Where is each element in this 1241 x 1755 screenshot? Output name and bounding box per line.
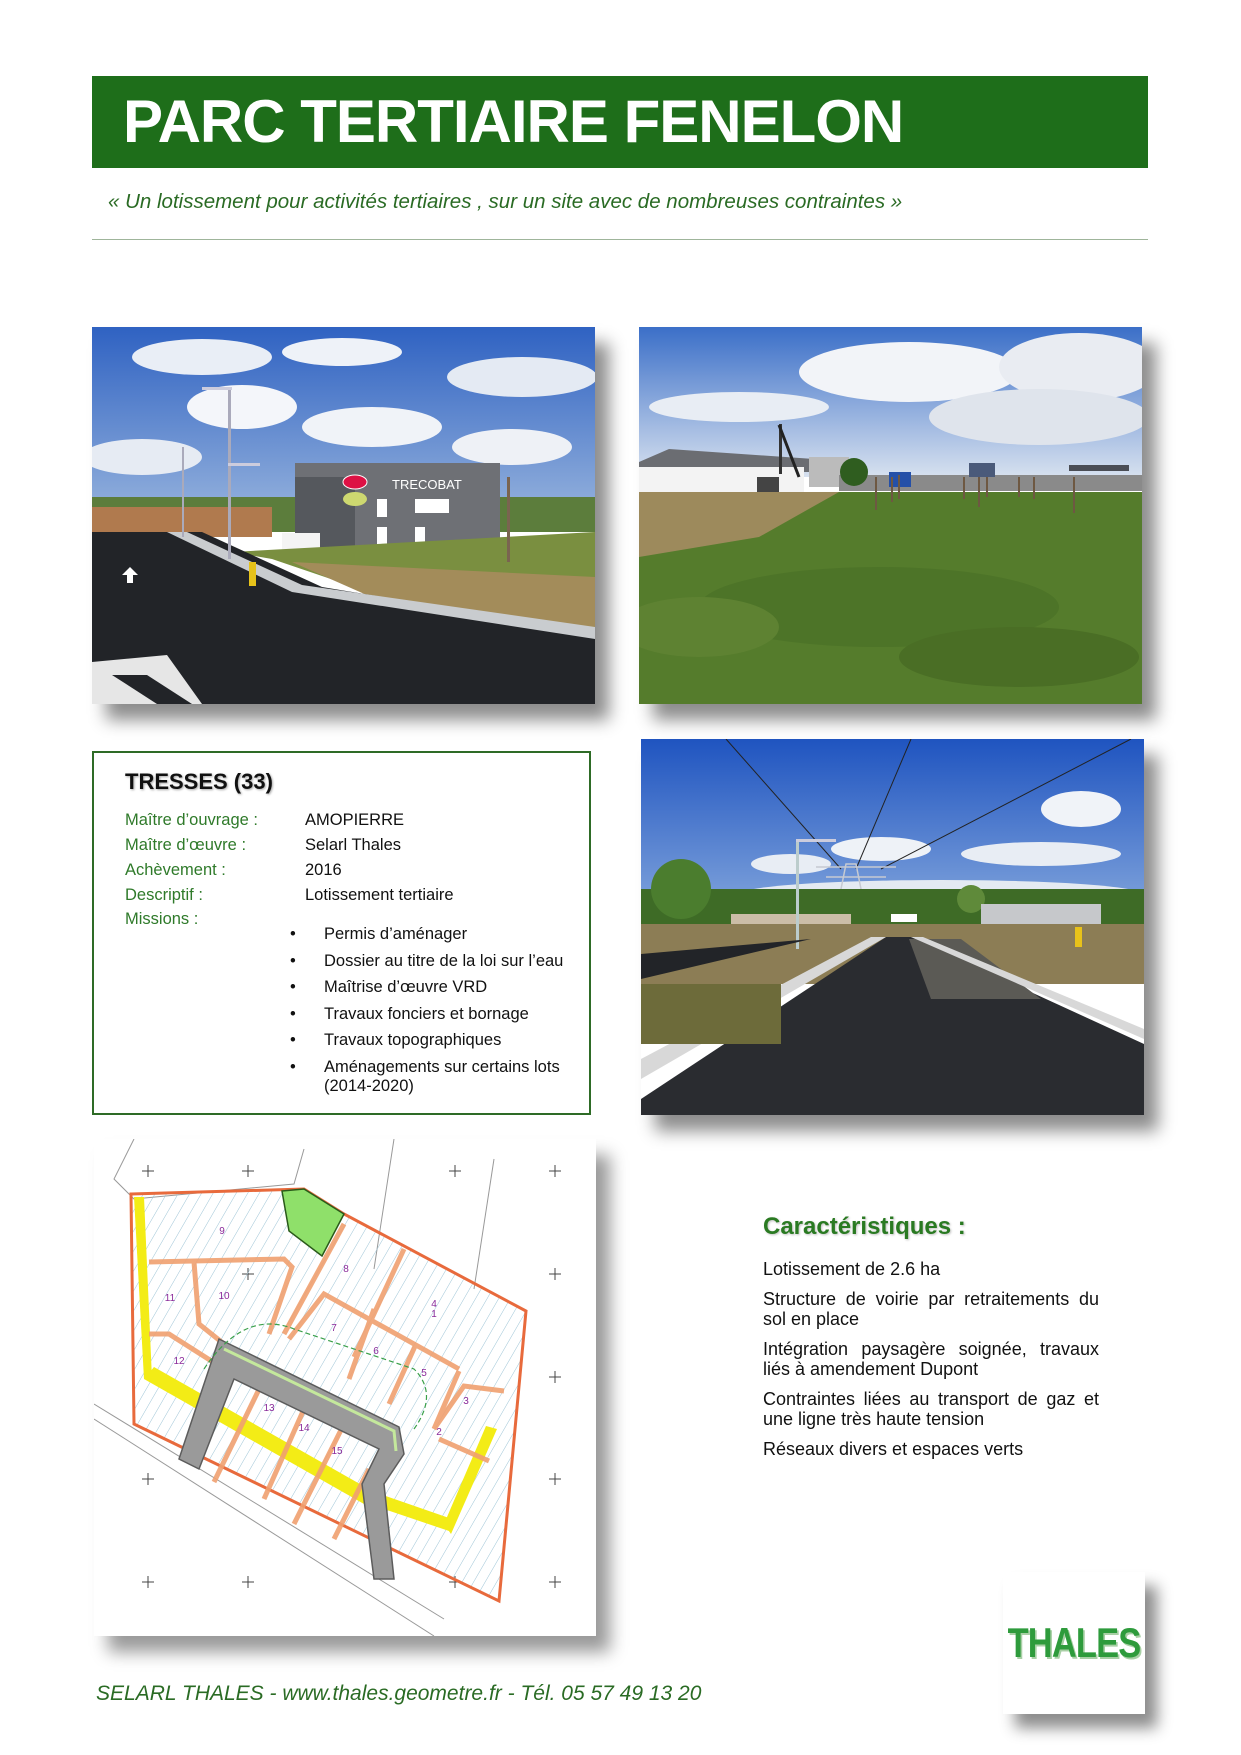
info-row-descriptif	[125, 886, 454, 905]
bullet-icon: •	[290, 1031, 296, 1049]
svg-text:3: 3	[463, 1396, 469, 1407]
title-banner	[92, 76, 1148, 168]
mission-item	[290, 978, 574, 997]
info-value: Selarl Thales	[305, 836, 401, 854]
svg-text:10: 10	[218, 1291, 230, 1302]
characteristic-item: Réseaux divers et espaces verts	[763, 1439, 1024, 1459]
mission-text: Maîtrise d’œuvre VRD	[324, 978, 488, 996]
info-label: Missions :	[125, 910, 199, 928]
page-title: PARC TERTIAIRE FENELON	[123, 88, 904, 155]
bullet-icon: •	[290, 978, 296, 996]
bullet-icon: •	[290, 1004, 296, 1023]
svg-text:13: 13	[263, 1403, 275, 1414]
mission-text: Permis d’aménager	[324, 925, 468, 943]
site-plan-drawing	[94, 1139, 596, 1636]
characteristic-item: Intégration paysagère soignée, travaux liés à amendement Dupont	[763, 1339, 1099, 1379]
trecobat-sign: TRECOBAT	[392, 477, 462, 492]
svg-text:8: 8	[343, 1264, 349, 1275]
mission-text: Travaux fonciers et bornage	[324, 1004, 529, 1023]
photo-green-field	[639, 327, 1142, 704]
photo-field-image	[639, 327, 1142, 704]
info-row-achevement	[125, 861, 342, 880]
project-location: TRESSES (33)	[125, 769, 273, 794]
info-value: 2016	[305, 861, 342, 879]
info-label: Maître d’œuvre :	[125, 836, 247, 854]
mission-item	[290, 925, 574, 944]
characteristics-list	[763, 1259, 1099, 1469]
header-divider	[92, 239, 1148, 240]
info-row-maitre-ouvrage	[125, 811, 404, 830]
svg-text:7: 7	[331, 1323, 337, 1334]
photo-trecobat-building	[92, 327, 595, 704]
characteristic-item: Lotissement de 2.6 ha	[763, 1259, 941, 1279]
photo-road-power-line	[641, 739, 1144, 1115]
mission-item	[290, 1005, 574, 1024]
svg-text:12: 12	[173, 1356, 185, 1367]
info-row-maitre-oeuvre	[125, 836, 401, 855]
logo-text: THALES	[1007, 1619, 1141, 1666]
bullet-icon: •	[290, 925, 296, 943]
svg-text:5: 5	[421, 1368, 427, 1379]
photo-road-image	[641, 739, 1144, 1115]
info-label: Achèvement :	[125, 861, 226, 879]
info-label: Descriptif :	[125, 886, 203, 904]
svg-text:1: 1	[431, 1309, 437, 1320]
svg-text:11: 11	[164, 1293, 176, 1304]
mission-text: Aménagements sur certains lots (2014-2020)	[324, 1057, 560, 1095]
info-value: AMOPIERRE	[305, 811, 405, 829]
svg-text:4: 4	[431, 1299, 437, 1310]
svg-text:15: 15	[331, 1446, 343, 1457]
bullet-icon: •	[290, 951, 296, 970]
characteristic-item: Contraintes liées au transport de gaz et une ligne très haute tension	[763, 1389, 1099, 1429]
mission-text: Travaux topographiques	[324, 1031, 502, 1049]
mission-text: Dossier au titre de la loi sur l’eau	[324, 951, 564, 970]
svg-text:6: 6	[373, 1346, 379, 1357]
characteristic-item: Structure de voirie par retraitements du sol en place	[763, 1289, 1099, 1329]
mission-item	[290, 952, 574, 971]
mission-item	[290, 1058, 574, 1096]
footer-contact: SELARL THALES - www.thales.geometre.fr - Tél. 05 57 49 13 20	[96, 1682, 702, 1705]
mission-item	[290, 1031, 574, 1050]
svg-text:2: 2	[436, 1427, 442, 1438]
bullet-icon: •	[290, 1057, 296, 1076]
tagline: « Un lotissement pour activités tertiaires , sur un site avec de nombreuses contraintes »	[108, 190, 903, 213]
project-info-box	[92, 751, 591, 1115]
photo-trecobat-image	[92, 327, 595, 704]
thales-logo	[1003, 1572, 1145, 1714]
info-label: Maître d’ouvrage :	[125, 811, 258, 829]
missions-list	[290, 925, 574, 1103]
svg-text:14: 14	[298, 1423, 310, 1434]
site-plan	[94, 1139, 596, 1636]
info-value: Lotissement tertiaire	[305, 886, 454, 904]
characteristics-heading: Caractéristiques :	[763, 1213, 966, 1240]
svg-text:9: 9	[219, 1226, 225, 1237]
info-row-missions	[125, 910, 305, 929]
